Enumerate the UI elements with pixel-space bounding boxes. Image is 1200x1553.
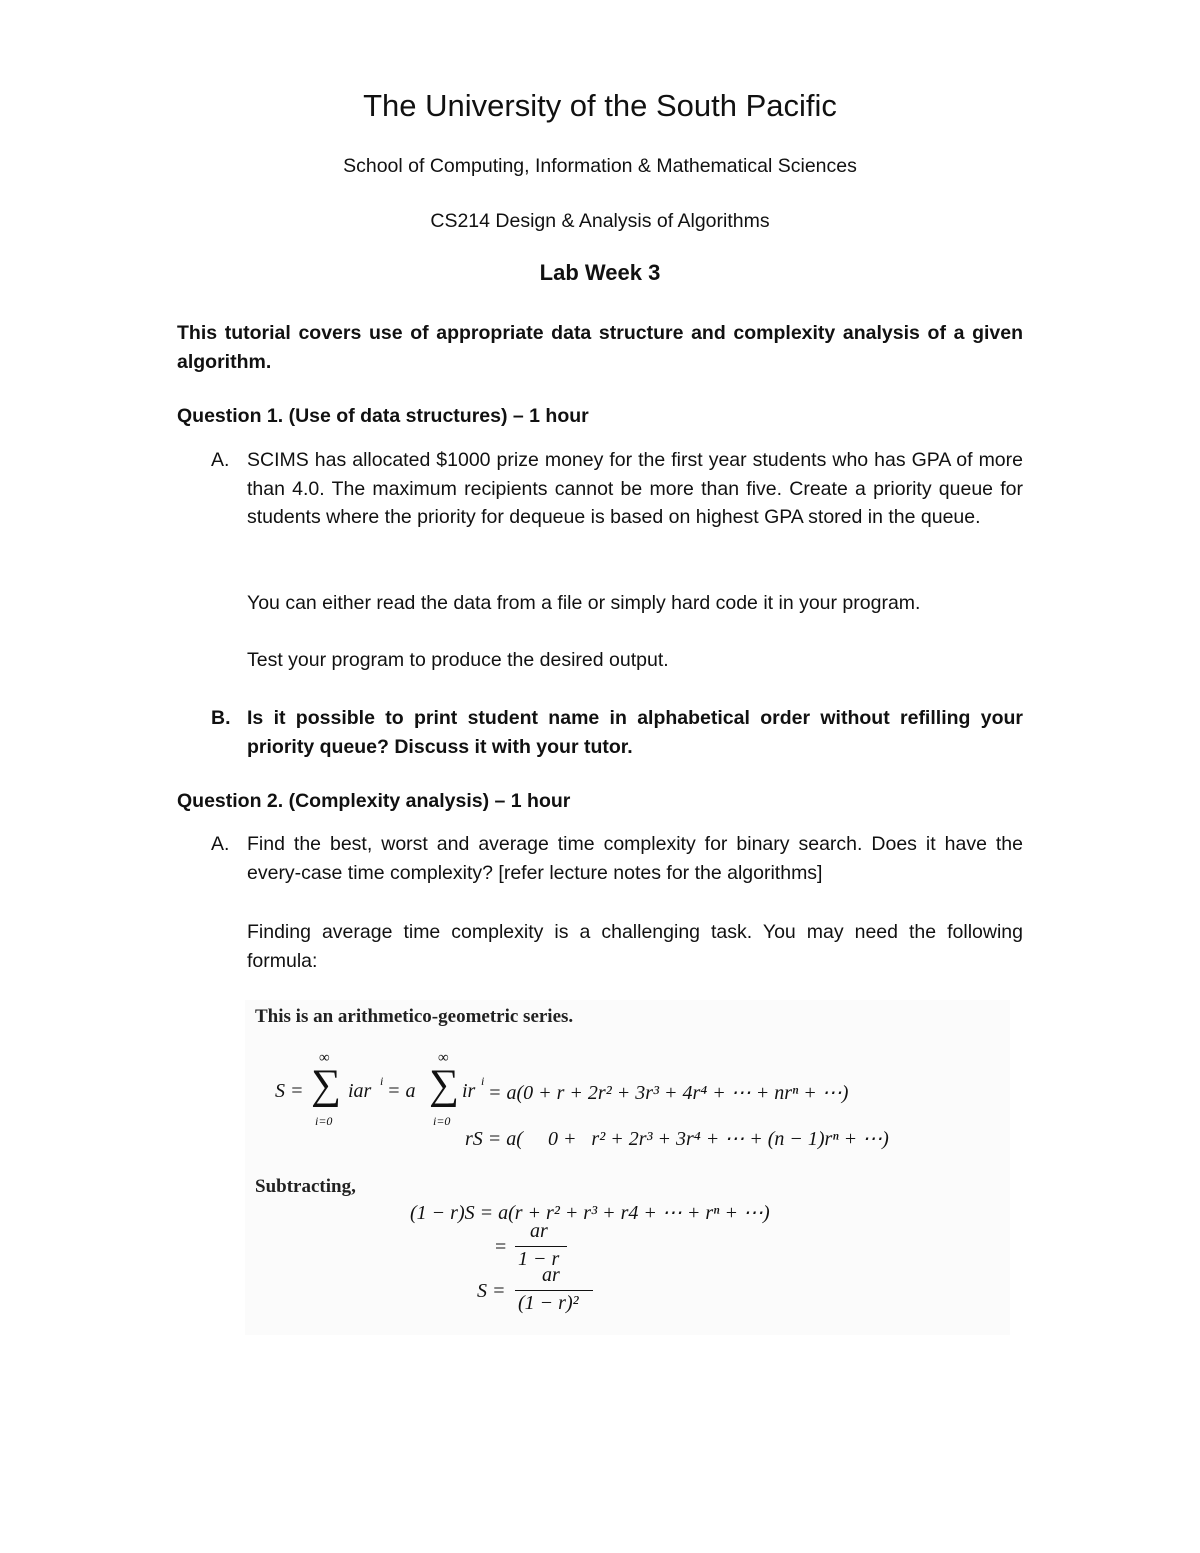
- sigma-icon: ∑: [429, 1062, 459, 1108]
- sum1-upper: ∞: [319, 1050, 330, 1066]
- sum1-lower: i=0: [315, 1114, 333, 1128]
- question2-heading: Question 2. (Complexity analysis) – 1 hour: [177, 790, 571, 812]
- question1-part-a-para3: Test your program to produce the desired output.: [247, 649, 669, 671]
- school-name: School of Computing, Information & Mathematical Sciences: [343, 155, 857, 177]
- formula-term2: ir: [462, 1080, 476, 1102]
- list-label: A.: [211, 449, 230, 471]
- question1-part-a-para2: You can either read the data from a file or simply hard code it in your program.: [247, 592, 921, 614]
- formula-line1-rhs: = a(0 + r + 2r² + 3r³ + 4r⁴ + ⋯ + nrⁿ + ⋯): [488, 1082, 849, 1104]
- formula-subtracting: Subtracting,: [255, 1176, 356, 1197]
- fraction1-equals: =: [495, 1236, 507, 1258]
- formula-term1: iar: [348, 1080, 372, 1102]
- list-label: A.: [211, 833, 230, 855]
- fraction2-denominator: (1 − r)²: [518, 1292, 579, 1314]
- question1-part-b-text: Is it possible to print student name in alphabetical order without refilling your priority queue? Discuss it with your tutor.: [247, 707, 1023, 758]
- fraction1-denominator: 1 − r: [518, 1248, 560, 1270]
- superscript-i: i: [380, 1074, 384, 1088]
- formula-line3: (1 − r)S = a(r + r² + r³ + r4 + ⋯ + rⁿ + ⋯): [410, 1202, 770, 1224]
- fraction2-numerator: ar: [542, 1264, 560, 1286]
- fraction2-bar: [515, 1290, 593, 1291]
- sum2-lower: i=0: [433, 1114, 451, 1128]
- fraction1-numerator: ar: [530, 1220, 548, 1242]
- formula-equals-a: = a: [387, 1080, 416, 1102]
- fraction2-lhs: S =: [477, 1280, 506, 1302]
- list-label: B.: [211, 707, 231, 729]
- fraction1-bar: [515, 1246, 567, 1247]
- formula-line2: rS = a( 0 + r² + 2r³ + 3r⁴ + ⋯ + (n − 1)rⁿ + ⋯): [465, 1128, 889, 1150]
- intro-paragraph: This tutorial covers use of appropriate data structure and complexity analysis of a given algorithm.: [177, 322, 1023, 373]
- formula-intro: This is an arithmetico-geometric series.: [255, 1006, 574, 1027]
- formula-s-equals: S =: [275, 1080, 304, 1102]
- lab-title: Lab Week 3: [539, 260, 661, 285]
- question1-heading: Question 1. (Use of data structures) – 1 hour: [177, 405, 589, 427]
- course-title: CS214 Design & Analysis of Algorithms: [430, 210, 770, 232]
- question2-part-a-text: Find the best, worst and average time complexity for binary search. Does it have the every-case time complexity? [refer lecture notes for the algorithms]: [247, 833, 1023, 884]
- sigma-icon: ∑: [311, 1062, 341, 1108]
- formula-image: [245, 1000, 1010, 1335]
- superscript-i: i: [481, 1074, 485, 1088]
- question2-part-a-para2: Finding average time complexity is a challenging task. You may need the following formula:: [247, 921, 1023, 972]
- sum2-upper: ∞: [438, 1050, 449, 1066]
- question1-part-a-text: SCIMS has allocated $1000 prize money for the first year students who has GPA of more than 4.0. The maximum recipients cannot be more than five. Create a priority queue for students where the priority for dequeue is based on highest GPA stored in the queue.: [247, 449, 1023, 528]
- university-title: The University of the South Pacific: [363, 88, 837, 123]
